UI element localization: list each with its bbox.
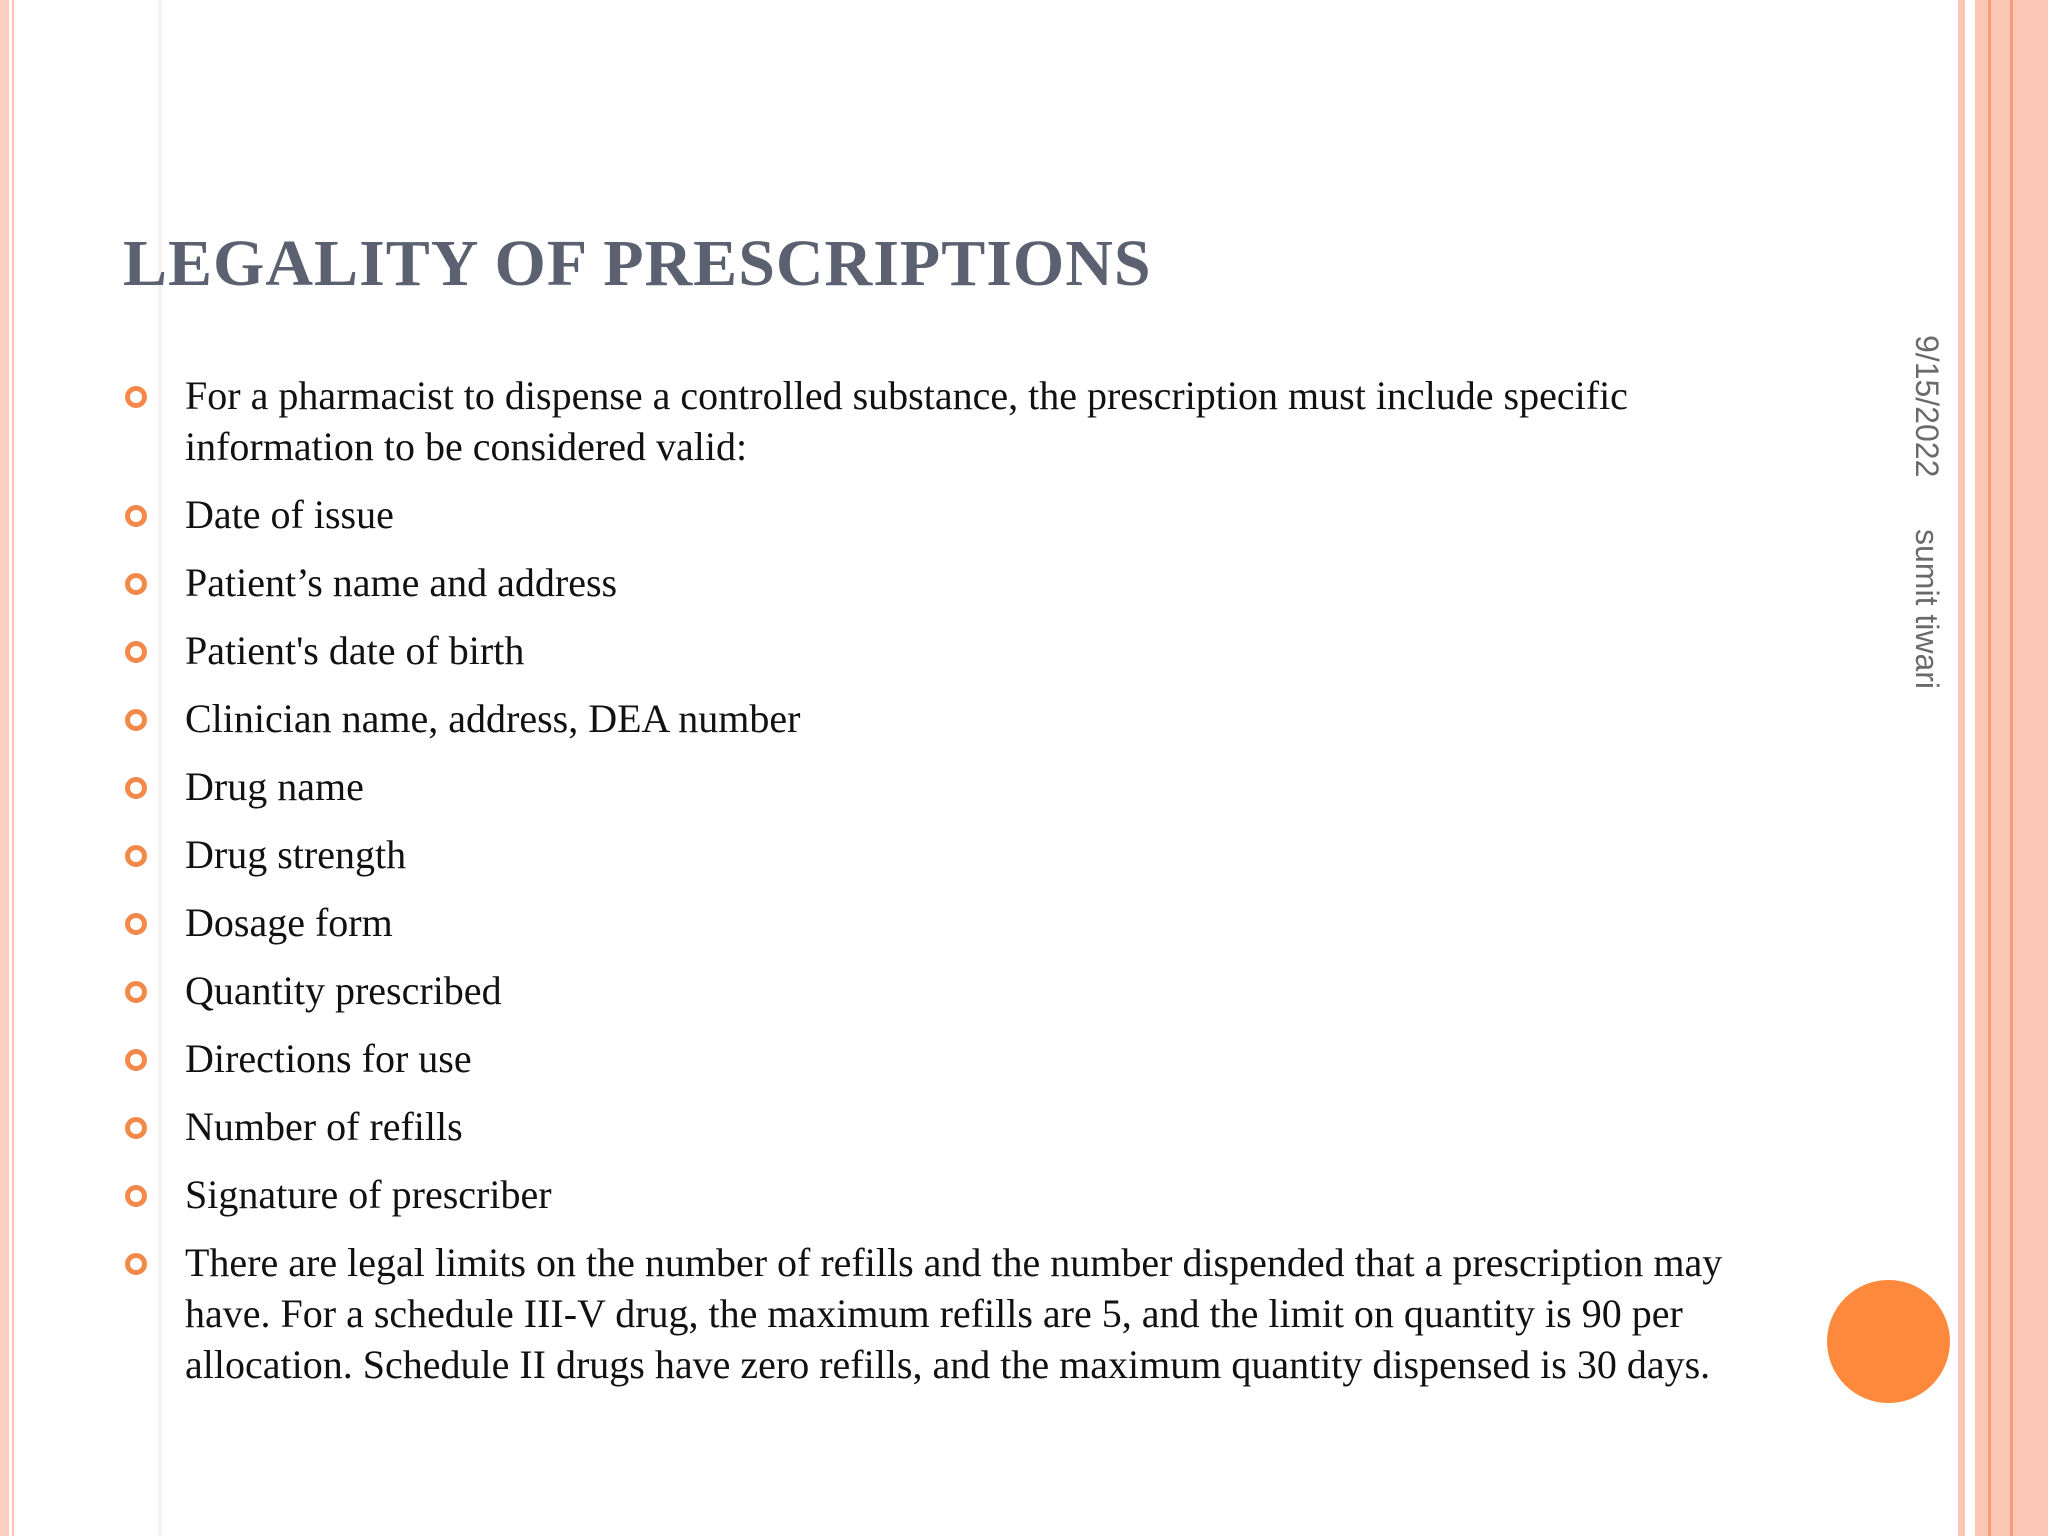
list-item [123,370,1763,472]
hollow-circle-bullet-icon [125,845,147,867]
hollow-circle-bullet-icon [125,1185,147,1207]
list-item [123,965,1763,1016]
hollow-circle-bullet-icon [125,981,147,1003]
hollow-circle-bullet-icon [125,505,147,527]
list-item-text: Directions for use [185,1036,472,1081]
list-item [123,489,1763,540]
list-item-text: Drug name [185,764,364,809]
list-item-text: There are legal limits on the number of refills and the number dispended that a prescription may have. For a schedule III-V drug, the maximum refills are 5, and the limit on quantity is 90 per allocation. Schedule II drugs have zero refills, and the maximum quantity dispensed is 30 days. [185,1240,1723,1387]
list-item [123,1169,1763,1220]
list-item-text: Clinician name, address, DEA number [185,696,801,741]
slide-date: 9/15/2022 [1909,335,1945,478]
list-item [123,1033,1763,1084]
slide-footer-vertical [1902,335,1952,735]
list-item-text: Patient's date of birth [185,628,525,673]
orange-circle-icon [1827,1280,1950,1403]
list-item-text: Dosage form [185,900,393,945]
slide-title: LEGALITY OF PRESCRIPTIONS [123,227,1152,300]
list-item [123,557,1763,608]
left-border-line [12,0,14,1536]
hollow-circle-bullet-icon [125,913,147,935]
list-item-text: For a pharmacist to dispense a controlled substance, the prescription must include specific information to be considered valid: [185,373,1628,469]
right-border-band-inner [1958,0,1965,1536]
bullet-list [123,370,1763,1407]
hollow-circle-bullet-icon [125,641,147,663]
hollow-circle-bullet-icon [125,1049,147,1071]
list-item-text: Quantity prescribed [185,968,502,1013]
hollow-circle-bullet-icon [125,777,147,799]
list-item-text: Patient’s name and address [185,560,618,605]
list-item [123,761,1763,812]
right-border-line-2 [2010,0,2013,1536]
list-item-text: Date of issue [185,492,394,537]
hollow-circle-bullet-icon [125,1117,147,1139]
list-item [123,693,1763,744]
list-item [123,1101,1763,1152]
hollow-circle-bullet-icon [125,1253,147,1275]
list-item [123,625,1763,676]
list-item [123,829,1763,880]
hollow-circle-bullet-icon [125,386,147,408]
right-border-line-1 [1988,0,1991,1536]
list-item [123,897,1763,948]
slide-author: sumit tiwari [1909,529,1945,690]
list-item-text: Number of refills [185,1104,463,1149]
list-item-text: Drug strength [185,832,407,877]
left-border-band [0,0,9,1536]
hollow-circle-bullet-icon [125,573,147,595]
list-item [123,1237,1763,1390]
hollow-circle-bullet-icon [125,709,147,731]
list-item-text: Signature of prescriber [185,1172,552,1217]
